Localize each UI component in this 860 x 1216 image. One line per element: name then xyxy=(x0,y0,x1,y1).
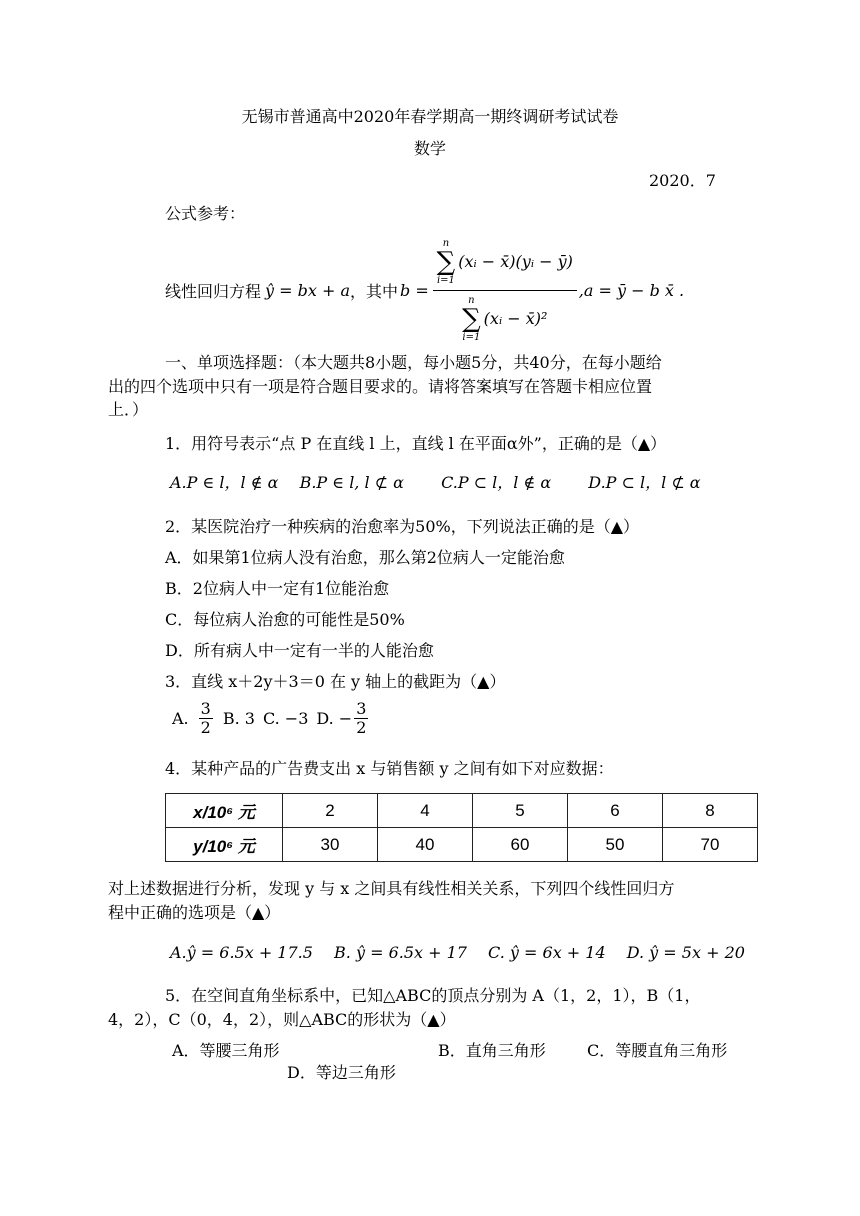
q2-option-c: C．每位病人治愈的可能性是50% xyxy=(165,610,405,629)
formula-where: ，其中 xyxy=(350,281,399,301)
table-cell: 50 xyxy=(568,828,663,862)
fraction-numerator: 3 xyxy=(200,699,211,718)
table-cell: 70 xyxy=(663,828,758,862)
formula-intro: 公式参考： xyxy=(165,204,246,223)
q4-analysis-cont: 程中正确的选项是（▲） xyxy=(108,903,281,922)
q1-stem: 1．用符号表示“点 P 在直线 l 上，直线 l 在平面α外”，正确的是（▲） xyxy=(165,434,667,453)
fraction-denominator: 2 xyxy=(356,717,367,737)
table-header-y: y/10⁶ 元 xyxy=(166,828,283,862)
q2-stem: 2．某医院治疗一种疾病的治愈率为50%，下列说法正确的是（▲） xyxy=(165,517,640,536)
table-row xyxy=(166,794,758,828)
q3-option-a-fraction xyxy=(199,700,213,736)
q2-option-d: D．所有病人中一定有一半的人能治愈 xyxy=(165,641,434,660)
a-formula: ,a = ȳ − b x̄ . xyxy=(578,280,685,300)
sum-symbol-bottom xyxy=(462,295,481,343)
table-row xyxy=(166,828,758,862)
q3-option-d-fraction xyxy=(354,700,368,736)
q5-stem-cont: 4，2），C（0，4，2），则△ABC的形状为（▲） xyxy=(108,1010,456,1029)
exam-subject: 数学 xyxy=(413,139,446,158)
q3-option-a-label: A. xyxy=(172,708,189,728)
section-heading-cont: 出的四个选项中只有一项是符合题目要求的。请将答案填写在答题卡相应位置 xyxy=(108,377,653,396)
regression-equation: ŷ = bx + a xyxy=(265,280,351,300)
q5-option-b: B．直角三角形 xyxy=(438,1041,546,1060)
q2-option-a: A．如果第1位病人没有治愈，那么第2位病人一定能治愈 xyxy=(165,548,565,567)
q3-option-c: C. −3 xyxy=(262,708,309,728)
section-heading-cont2: 上．） xyxy=(108,400,149,419)
q3-option-d-label: D. − xyxy=(316,708,353,728)
q3-stem: 3．直线 x＋2y＋3＝0 在 y 轴上的截距为（▲） xyxy=(165,672,506,691)
sigma-icon: ∑ xyxy=(436,246,456,277)
fraction-numerator: 3 xyxy=(356,699,367,718)
q3-options xyxy=(172,700,370,736)
data-table xyxy=(165,793,758,862)
q5-stem: 5．在空间直角坐标系中，已知△ABC的顶点分别为 A（1，2，1），B（1， xyxy=(165,986,701,1005)
q3-option-b: B. 3 xyxy=(222,708,255,728)
formula-block xyxy=(165,237,685,343)
q4-stem: 4．某种产品的广告费支出 x 与销售额 y 之间有如下对应数据： xyxy=(165,759,614,778)
sum-symbol-top xyxy=(437,238,456,286)
sum-lower-limit: i=1 xyxy=(462,331,481,343)
q5-option-d: D．等边三角形 xyxy=(287,1063,396,1082)
table-cell: 40 xyxy=(378,828,473,862)
q5-option-c: C．等腰直角三角形 xyxy=(587,1041,728,1060)
fraction-denominator: 2 xyxy=(200,717,211,737)
sigma-icon: ∑ xyxy=(462,303,481,334)
q4-analysis: 对上述数据进行分析，发现 y 与 x 之间具有线性相关关系，下列四个线性回归方 xyxy=(108,879,675,898)
table-header-x: x/10⁶ 元 xyxy=(166,794,283,828)
sum-lower-limit: i=1 xyxy=(436,274,455,286)
b-label: b = xyxy=(400,280,429,300)
table-cell: 4 xyxy=(378,794,473,828)
b-fraction xyxy=(433,238,577,343)
q5-option-a: A．等腰三角形 xyxy=(172,1041,280,1060)
table-cell: 5 xyxy=(473,794,568,828)
section-heading: 一、单项选择题：（本大题共8小题，每小题5分，共40分，在每小题给 xyxy=(165,353,662,372)
table-cell: 6 xyxy=(568,794,663,828)
numerator-expression: (xᵢ − x̄)(yᵢ − ȳ) xyxy=(458,251,573,271)
formula-lead: 线性回归方程 xyxy=(165,281,262,301)
q4-options: A.ŷ = 6.5x + 17.5 B. ŷ = 6.5x + 17 C. ŷ = 6x + 14 D. ŷ = 5x + 20 xyxy=(170,943,745,962)
q1-options: A.P ∈ l，l ∉ α B.P ∈ l, l ⊄ α C.P ⊂ l，l ∉ α D.P ⊂ l，l ⊄ α xyxy=(170,473,701,492)
denominator-expression: (xᵢ − x̄)² xyxy=(483,308,548,328)
table-cell: 30 xyxy=(283,828,378,862)
b-denominator xyxy=(433,290,577,343)
q2-option-b: B．2位病人中一定有1位能治愈 xyxy=(165,579,390,598)
table-cell: 8 xyxy=(663,794,758,828)
exam-date: 2020．7 xyxy=(649,171,716,190)
sum-upper-limit: n xyxy=(468,294,475,306)
b-numerator xyxy=(433,238,577,290)
table-cell: 60 xyxy=(473,828,568,862)
table-cell: 2 xyxy=(283,794,378,828)
exam-title: 无锡市普通高中2020年春学期高一期终调研考试试卷 xyxy=(241,107,619,126)
sum-upper-limit: n xyxy=(442,237,450,249)
